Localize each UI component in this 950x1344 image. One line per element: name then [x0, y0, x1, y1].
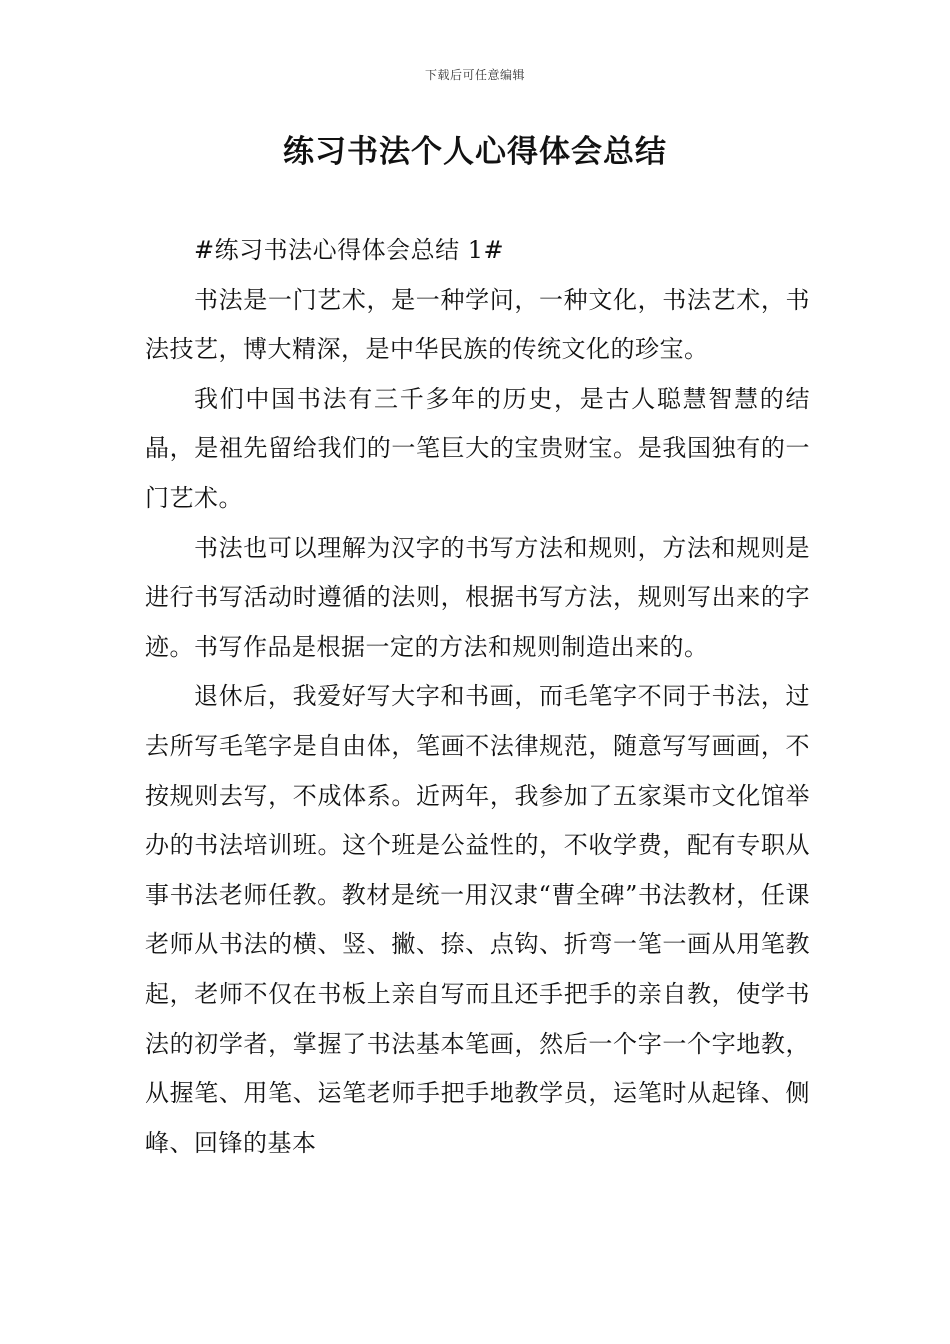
document-title: 练习书法个人心得体会总结 — [283, 134, 667, 170]
document-body — [145, 226, 810, 1168]
paragraph-1: 书法是一门艺术，是一种学问，一种文化，书法艺术，书法技艺，博大精深，是中华民族的传统文化的珍宝。 — [145, 285, 810, 364]
paragraph-3: 书法也可以理解为汉字的书写方法和规则，方法和规则是进行书写活动时遵循的法则，根据书写方法，规则写出来的字迹。书写作品是根据一定的方法和规则制造出来的。 — [145, 533, 810, 661]
section-heading: #练习书法心得体会总结 1# — [194, 236, 505, 264]
header-note: 下载后可任意编辑 — [424, 68, 525, 82]
paragraph-2: 我们中国书法有三千多年的历史，是古人聪慧智慧的结晶，是祖先留给我们的一笔巨大的宝贵财宝。是我国独有的一门艺术。 — [145, 384, 810, 512]
paragraph-4: 退休后，我爱好写大字和书画，而毛笔字不同于书法，过去所写毛笔字是自由体，笔画不法律规范，随意写写画画，不按规则去写，不成体系。近两年，我参加了五家渠市文化馆举办的书法培训班。这个班是公益性的，不收学费，配有专职从事书法老师任教。教材是统一用汉隶“曹全碑”书法教材，任课老师从书法的横、竖、撇、捺、点钩、折弯一笔一画从用笔教起，老师不仅在书板上亲自写而且还手把手的亲自教，使学书法的初学者，掌握了书法基本笔画，然后一个字一个字地教，从握笔、用笔、运笔老师手把手地教学员，运笔时从起锋、侧峰、回锋的基本 — [145, 682, 810, 1157]
